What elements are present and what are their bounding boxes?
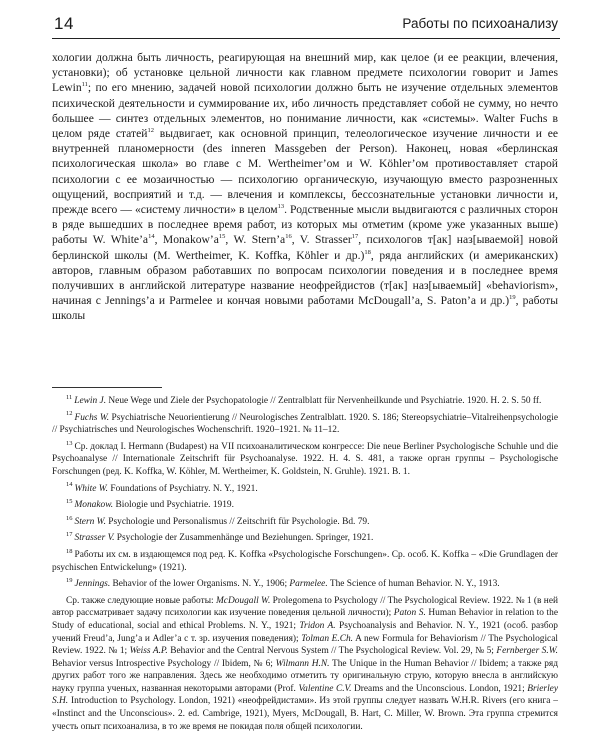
footnote-ref: 18 bbox=[364, 248, 371, 256]
footnote-number: 11 bbox=[66, 393, 73, 401]
footnote bbox=[52, 412, 558, 437]
footnote-text: Prolegomena to Psychology // The Psychological Review. 1922. № 1 (в ней автор рассматривает задачу психологии как изучение поведения цельной личности); bbox=[52, 595, 559, 619]
footnote-number: 12 bbox=[66, 410, 73, 418]
text-run: . Родственные мысли выдвигаются с различных сторон в ряде вышедших в последнее время работ, из которых мы отметим (кроме уже указанных выше) работы W. White’a bbox=[52, 203, 558, 247]
text-run: ; по его мнению, задачей новой психологии должно быть не изучение отдельных элементов психической деятельности и суммирование их, ибо личность представляет собой не сумму, но нечто большее — синтез отдельных элементов, но понимание личности, как «системы». Walter Fuchs в целом ряде статей bbox=[52, 81, 558, 141]
footnotes bbox=[52, 395, 558, 733]
footnote-ref: 12 bbox=[147, 127, 154, 135]
footnote-author: Wilmann H.N. bbox=[275, 658, 330, 669]
footnote-author: Tolman E.Ch. bbox=[301, 633, 354, 644]
footnote-ref: 14 bbox=[148, 233, 155, 241]
footnote-text: Introduction to Psychology. London, 1921) «неофрейдистами». Из этой группы следует назвать W.H.R. Rivers (его книга – «Instinct and the Unconscious». 2. ed. Cambrige, 1921), Myers, McDougall, B. Hart, C. Miller, W. Brown. Эта группа стремится учесть опыт психоанализа, в то же время не покидая поля общей психологии. bbox=[52, 696, 558, 732]
footnote-text: Psychoanalysis and Behavior. N. Y., 1921 (особ. разбор учений Freud’a, Jung’a и Adler’a с т. зр. изучения поведения); bbox=[52, 620, 558, 644]
text-run: , V. Strasser bbox=[291, 233, 352, 247]
footnote-author: Lewin J. bbox=[74, 396, 107, 406]
footnote-ref: 15 bbox=[218, 233, 226, 241]
footnote-text: Biologie und Psychiatrie. 1919. bbox=[113, 500, 234, 511]
footnote-ref: 11 bbox=[81, 81, 88, 89]
footnote-ref: 13 bbox=[277, 203, 285, 211]
page-header bbox=[52, 12, 560, 39]
footnote-divider bbox=[52, 387, 162, 388]
footnote-number: 15 bbox=[66, 498, 73, 506]
running-head: Работы по психоанализу bbox=[402, 16, 558, 31]
page-number: 14 bbox=[54, 14, 74, 33]
footnote bbox=[52, 441, 558, 479]
footnote-text: Psychiatrische Neuorientierung // Neurologisches Zentralblatt. 1920. S. 186; Stereopsychiatrie–Vitalreihenpsychologie // Psychiatrisches und Neurologisches Wochenschrift. 1920–1921. № 11–12. bbox=[52, 412, 558, 436]
footnote-text: Ср. также следующие новые работы: bbox=[66, 595, 216, 606]
footnote-text: Foundations of Psychiatry. N. Y., 1921. bbox=[108, 483, 258, 494]
footnote-text: Psychologie der Zusammenhänge und Beziehungen. Springer, 1921. bbox=[114, 533, 374, 544]
main-text bbox=[52, 50, 558, 324]
footnote-text: A new Formula for Behaviorism // The Psychological Review. 1922. № 1; bbox=[52, 633, 558, 657]
footnote bbox=[52, 549, 558, 574]
footnote-author: Valentine C.V. bbox=[298, 683, 352, 694]
footnote-author: Fuchs W. bbox=[74, 412, 110, 423]
footnote-author: White W. bbox=[74, 483, 109, 494]
footnote-number: 18 bbox=[66, 547, 73, 555]
footnote bbox=[52, 578, 558, 591]
footnote-author: Parmelee. bbox=[289, 579, 328, 590]
footnote-text: The Science of human Behavior. N. Y., 1913. bbox=[327, 579, 500, 590]
footnote bbox=[52, 532, 558, 545]
footnote bbox=[52, 516, 558, 529]
footnote-number: 19 bbox=[66, 577, 73, 584]
footnote-author: Paton S. bbox=[393, 608, 426, 619]
footnote-text: The Unique in the Human Behavior // Ibidem; а также ряд других работ того же направления. Здесь же необходимо отметить ту оригинальную струю, которую внесла в английскую науку группа ученых, названная некоторыми авторами (Prof. bbox=[52, 658, 558, 694]
footnote-text: Neue Wege und Ziele der Psychopatologie // Zentralblatt für Nervenheilkunde und Psychiatrie. 1920. H. 2. S. 50 ff. bbox=[106, 396, 542, 406]
footnote-text: Human Behavior in relation to the Study of educational, social and ethical Problems. N. Y., 1921; bbox=[52, 608, 558, 631]
text-run: , ряда английских (и американских) авторов, главным образом работавших по вопросам психологии поведения и в последнее время получивших в английской литературе название неофрейдистов (т[ак] наз[ываемый] «behaviorism», начиная с Jennings’a и Parmelee и кончая новыми работами McDougall’a, S. Paton’a и др.) bbox=[52, 248, 558, 308]
footnote-text: Behavior versus Introspective Psychology // Ibidem, № 6; bbox=[52, 658, 276, 669]
footnote bbox=[52, 395, 558, 408]
footnote bbox=[52, 595, 558, 734]
footnote-ref: 19 bbox=[509, 294, 516, 302]
footnote-text: Работы их см. в издающемся под ред. K. Koffka «Psychologische Forschungen». Ср. особ. K. Koffka – «Die Grundlagen der psychischen Entwickelung» (1921). bbox=[52, 549, 558, 573]
footnote-text: Psychologie und Personalismus // Zeitschrift für Psychologie. Bd. 79. bbox=[105, 516, 370, 527]
footnote bbox=[52, 499, 558, 512]
footnote-ref: 16 bbox=[285, 233, 292, 241]
text-run: , психологов т[ак] наз[ываемой] новой берлинской школы (M. Wertheimer, K. Koffka, Köhler и др.) bbox=[52, 233, 558, 262]
footnote-author: Weiss A.P. bbox=[129, 646, 168, 657]
text-run: хологии должна быть личность, реагирующая на внешний мир, как целое (и ее реакции, влечения, установки); об установке цельной личности как главном предмете психологии говорит и James Lewin bbox=[52, 51, 558, 95]
footnote-number: 13 bbox=[66, 439, 73, 447]
footnote-text: Behavior of the lower Organisms. N. Y., 1906; bbox=[110, 579, 290, 590]
footnote-author: Monakow. bbox=[74, 500, 114, 511]
footnote-text: Behavior and the Central Nervous System // The Psychological Review. Vol. 29, № 5; bbox=[167, 646, 497, 657]
footnote-number: 14 bbox=[66, 481, 73, 489]
footnote-ref: 17 bbox=[351, 233, 359, 241]
text-run: , работы школы bbox=[52, 294, 558, 323]
footnote-author: Jennings. bbox=[74, 579, 111, 590]
footnote-author: Tridon A. bbox=[299, 620, 336, 631]
footnote-text: Ср. доклад I. Hermann (Budapest) на VII психоаналитическом конгрессе: Die neue Berliner Psychologische Schuhle und die Psychoanalyse // Internationale Zeitschrift für Psychoanalyse. 1922. H. 4. S. 481, а также орган группы – Psychologische Forschungen (ред. K. Koffka, W. Köhler, M. Wertheimer, K. Goldstein, N. Gruhle). 1921. B. 1. bbox=[52, 441, 558, 477]
footnote-author: Brierley S.H. bbox=[52, 683, 558, 707]
footnote-number: 17 bbox=[66, 531, 73, 539]
text-run: выдвигает, как основной принцип, телеологическое изучение личности и ее внутренней планомерности (des inneren Massgeben der Person). Наконец, новая «берлинская психологическая школа» во главе с M. Wertheimer’ом и W. Köhler’ом противоставляет старой психологии с ее мозаичностью — психологию органическую, изучающую вместо разрозненных ощущений, восприятий и т.д. — влечения и комплексы, бессознательные установки личности и, прежде всего — «систему личности» в целом bbox=[52, 127, 558, 217]
footnote-text: Dreams and the Unconscious. London, 1921; bbox=[351, 683, 528, 694]
footnote-author: Strasser V. bbox=[74, 533, 115, 544]
footnote-author: Fernberger S.W. bbox=[496, 646, 558, 657]
footnote-author: McDougall W. bbox=[215, 595, 271, 606]
text-run: , Monakow’a bbox=[154, 233, 219, 247]
footnote-number: 16 bbox=[66, 514, 73, 522]
footnote bbox=[52, 483, 558, 496]
text-run: , W. Stern’a bbox=[225, 233, 286, 247]
footnote-author: Stern W. bbox=[74, 516, 106, 527]
